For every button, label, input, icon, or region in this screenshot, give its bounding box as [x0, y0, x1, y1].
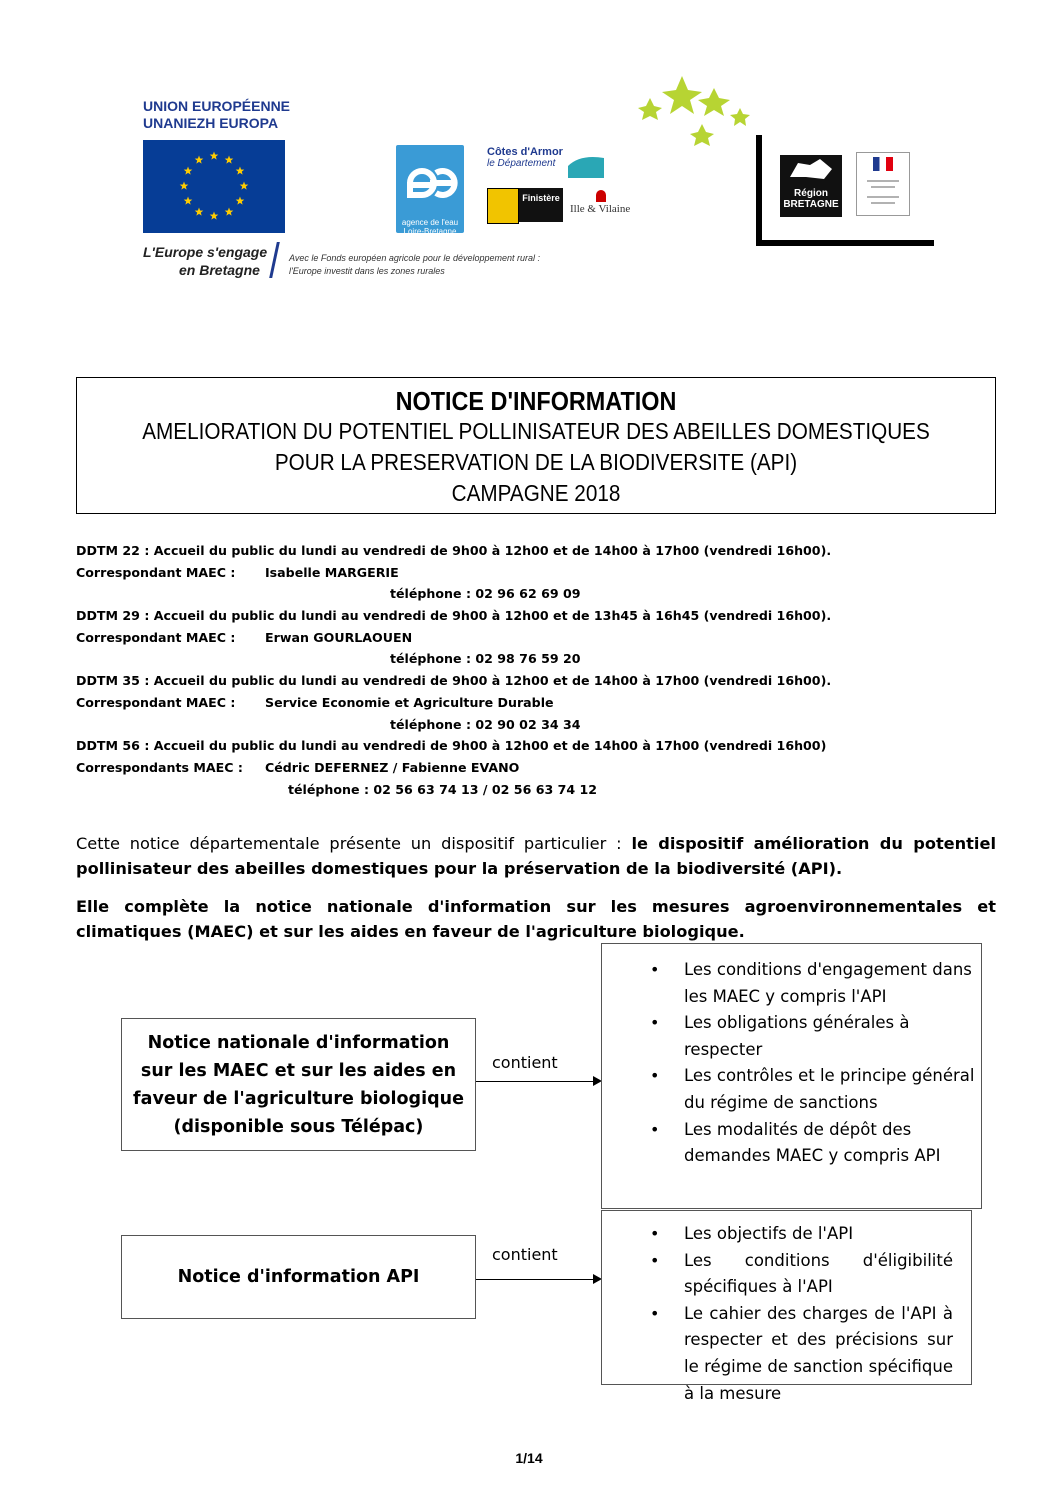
eu-slash-divider	[269, 242, 280, 278]
ille-vilaine-mark	[596, 190, 606, 202]
title-box	[76, 377, 996, 514]
eu-star-icon	[236, 197, 245, 205]
complement-paragraph: Elle complète la notice nationale d'information sur les mesures agroenvironnementales et climatiques (MAEC) et sur les aides en faveur de l'agriculture biologique.	[76, 897, 996, 941]
ddtm-35-phone: téléphone : 02 90 02 34 34	[390, 716, 581, 732]
eu-star-icon	[195, 156, 204, 164]
title-campaign: CAMPAGNE 2018	[451, 480, 621, 506]
ddtm-56-correspondent: Correspondants MAEC : Cédric DEFERNEZ / Fabienne EVANO	[76, 759, 520, 775]
region-bretagne-logo: Région BRETAGNE	[780, 155, 842, 217]
finistere-logo: Finistère	[519, 188, 563, 222]
french-flag-icon	[873, 157, 893, 171]
feader-text: Avec le Fonds européen agricole pour le développement rural : l'Europe investit dans les zones rurales	[289, 253, 540, 276]
ddtm-29-phone: téléphone : 02 98 76 59 20	[390, 651, 581, 667]
eu-star-icon	[210, 152, 219, 160]
ddtm-35-correspondent: Correspondant MAEC : Service Economie et Agriculture Durable	[76, 694, 554, 710]
cotes-armor-mark	[568, 146, 604, 178]
ddtm-29-correspondent: Correspondant MAEC : Erwan GOURLAOUEN	[76, 629, 413, 645]
page-number: 1/14	[515, 1450, 543, 1466]
ddtm-35-hours: DDTM 35 : Accueil du public du lundi au vendredi de 9h00 à 12h00 et de 14h00 à 17h00 (vendredi 16h00).	[76, 673, 832, 689]
eu-star-icon	[240, 182, 249, 190]
eu-tagline: L'Europe s'engage en Bretagne	[143, 244, 268, 278]
arrow-1-line	[476, 1081, 594, 1082]
intro-paragraph: Cette notice départementale présente un dispositif particulier : le dispositif amélioration du potentiel pollinisateur des abeilles domestiques pour la préservation de la biodiversité (API).	[76, 834, 996, 878]
eu-star-icon	[184, 197, 193, 205]
list-item: • Les modalités de dépôt des demandes MAEC y compris API	[602, 1117, 981, 1170]
national-notice-box: Notice nationale d'information sur les MAEC et sur les aides en faveur de l'agriculture biologique (disponible sous Télépac)	[121, 1018, 476, 1151]
api-notice-box: Notice d'information API	[121, 1235, 476, 1319]
ddtm-29-hours: DDTM 29 : Accueil du public du lundi au vendredi de 9h00 à 12h00 et de 13h45 à 16h45 (vendredi 16h00).	[76, 608, 832, 624]
agence-caption: agence de l'eau Loire-Bretagne	[401, 218, 459, 236]
eu-flag-logo	[143, 140, 285, 233]
ille-vilaine-logo: Ille & Vilaine	[570, 203, 631, 215]
eu-title: UNION EUROPÉENNE UNANIEZH EUROPA	[143, 98, 291, 131]
prefet-logo	[856, 152, 910, 216]
eu-star-icon	[210, 212, 219, 220]
title-line-2: AMELIORATION DU POTENTIEL POLLINISATEUR DES ABEILLES DOMESTIQUES	[142, 418, 930, 444]
list-item: • Les contrôles et le principe général du régime de sanctions	[602, 1063, 981, 1116]
ae-mark-icon	[396, 145, 464, 215]
prefet-text-lines-icon	[865, 177, 901, 209]
cotes-armor-logo: Côtes d'Armor le Département	[487, 146, 563, 169]
national-notice-contents	[601, 943, 982, 1209]
eu-star-icon	[195, 207, 204, 215]
list-item: • Les conditions d'éligibilité spécifiques à l'API	[602, 1248, 953, 1301]
contacts-block	[76, 540, 831, 800]
ddtm-56-hours: DDTM 56 : Accueil du public du lundi au vendredi de 9h00 à 12h00 et de 14h00 à 17h00 (vendredi 16h00)	[76, 738, 827, 754]
title-line-3: POUR LA PRESERVATION DE LA BIODIVERSITE (API)	[274, 449, 798, 475]
list-item: • Les obligations générales à respecter	[602, 1010, 981, 1063]
green-stars-icon	[622, 68, 762, 168]
eu-star-icon	[225, 156, 234, 164]
list-item: • Les objectifs de l'API	[602, 1221, 953, 1248]
eu-star-icon	[225, 207, 234, 215]
ddtm-56-phone: téléphone : 02 56 63 74 13 / 02 56 63 74 12	[288, 781, 598, 797]
eu-star-icon	[180, 182, 189, 190]
eu-star-icon	[236, 167, 245, 175]
eu-star-icon	[184, 167, 193, 175]
arrow-2-line	[476, 1279, 594, 1280]
list-item: • Les conditions d'engagement dans les MAEC y compris l'API	[602, 957, 981, 1010]
wave-icon	[568, 146, 604, 178]
page-title: NOTICE D'INFORMATION	[395, 386, 677, 416]
contient-label-2: contient	[492, 1245, 558, 1264]
finistere-shield-logo	[487, 188, 519, 224]
list-item: • Le cahier des charges de l'API à respecter et des précisions sur le régime de sanction spécifique à la mesure	[602, 1301, 953, 1407]
contient-label-1: contient	[492, 1053, 558, 1072]
ddtm-22-hours: DDTM 22 : Accueil du public du lundi au vendredi de 9h00 à 12h00 et de 14h00 à 17h00 (vendredi 16h00).	[76, 543, 832, 558]
ddtm-22-phone: téléphone : 02 96 62 69 09	[390, 586, 581, 602]
ddtm-22-correspondent: Correspondant MAEC : Isabelle MARGERIE	[76, 564, 399, 580]
api-notice-contents	[601, 1210, 972, 1403]
eu-stars-icon	[143, 140, 285, 233]
bretagne-map-icon	[780, 155, 842, 185]
